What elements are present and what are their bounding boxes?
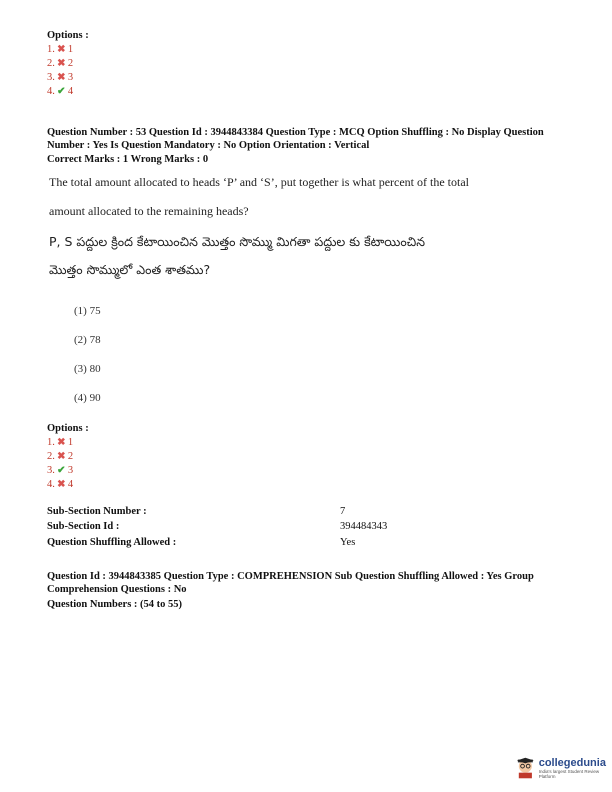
- cross-icon: ✖: [57, 451, 66, 462]
- option-value: 3: [67, 72, 74, 83]
- option-number: 3.: [47, 72, 55, 83]
- comprehension-line1: Question Id : 3944843385 Question Type : COMPREHENSION Sub Question Shuffling Allowed : Yes Group: [47, 571, 534, 582]
- option-item: [47, 450, 73, 464]
- cross-icon: ✖: [57, 437, 66, 448]
- option-item: [47, 57, 73, 71]
- option-number: 1.: [47, 44, 55, 55]
- answer-choice: (3) 80: [74, 363, 101, 375]
- option-value: 2: [67, 451, 74, 462]
- question-telugu-line1: P, S పద్దుల క్రింద కేటాయించిన మొత్తం సొమ్ము మిగతా పద్దుల కు కేటాయించిన: [49, 234, 426, 249]
- option-number: 1.: [47, 437, 55, 448]
- logo-tagline: India's largest Student Review Platform: [538, 769, 600, 779]
- question-text-line2: amount allocated to the remaining heads?: [49, 204, 249, 218]
- cross-icon: ✖: [57, 44, 66, 55]
- option-item: [47, 43, 73, 57]
- collegedunia-logo: [516, 757, 612, 779]
- comprehension-line2: Comprehension Questions : No: [47, 584, 187, 595]
- check-icon: ✔: [57, 465, 66, 476]
- option-value: 2: [67, 58, 74, 69]
- options-list: [47, 436, 73, 492]
- option-number: 2.: [47, 451, 55, 462]
- graduate-avatar-icon: [516, 757, 535, 779]
- subsection-number-value: 7: [340, 506, 346, 517]
- question-marks: Correct Marks : 1 Wrong Marks : 0: [47, 154, 209, 165]
- option-item: [47, 85, 73, 99]
- option-item: [47, 71, 73, 85]
- subsection-number-label: Sub-Section Number :: [47, 506, 147, 517]
- cross-icon: ✖: [57, 479, 66, 490]
- check-icon: ✔: [57, 86, 66, 97]
- option-value: 1: [67, 44, 74, 55]
- option-number: 3.: [47, 465, 55, 476]
- cross-icon: ✖: [57, 58, 66, 69]
- shuffle-label: Question Shuffling Allowed :: [47, 537, 177, 548]
- option-value: 4: [67, 479, 74, 490]
- options-list: [47, 43, 73, 99]
- shuffle-value: Yes: [340, 537, 356, 548]
- option-item: [47, 464, 73, 478]
- option-number: 2.: [47, 58, 55, 69]
- comprehension-line3: Question Numbers : (54 to 55): [47, 599, 183, 610]
- option-value: 3: [67, 465, 74, 476]
- option-item: [47, 436, 73, 450]
- question-meta-line2: Number : Yes Is Question Mandatory : No Option Orientation : Vertical: [47, 140, 370, 151]
- answer-choice: (4) 90: [74, 392, 101, 404]
- question-meta-line1: Question Number : 53 Question Id : 3944843384 Question Type : MCQ Option Shuffling : No Display Question: [47, 127, 544, 138]
- option-value: 1: [67, 437, 74, 448]
- answer-choice: (1) 75: [74, 305, 101, 317]
- options-heading: Options :: [47, 30, 89, 41]
- answer-choice: (2) 78: [74, 334, 101, 346]
- cross-icon: ✖: [57, 72, 66, 83]
- option-item: [47, 478, 73, 492]
- option-value: 4: [67, 86, 74, 97]
- options-heading: Options :: [47, 423, 89, 434]
- logo-name: collegedunia: [538, 757, 606, 769]
- question-text-line1: The total amount allocated to heads ‘P’ and ‘S’, put together is what percent of the total: [49, 175, 469, 189]
- option-number: 4.: [47, 479, 55, 490]
- question-telugu-line2: మొత్తం సొమ్ములో ఎంత శాతము?: [49, 262, 211, 277]
- subsection-id-value: 394484343: [340, 521, 388, 532]
- subsection-id-label: Sub-Section Id :: [47, 521, 120, 532]
- option-number: 4.: [47, 86, 55, 97]
